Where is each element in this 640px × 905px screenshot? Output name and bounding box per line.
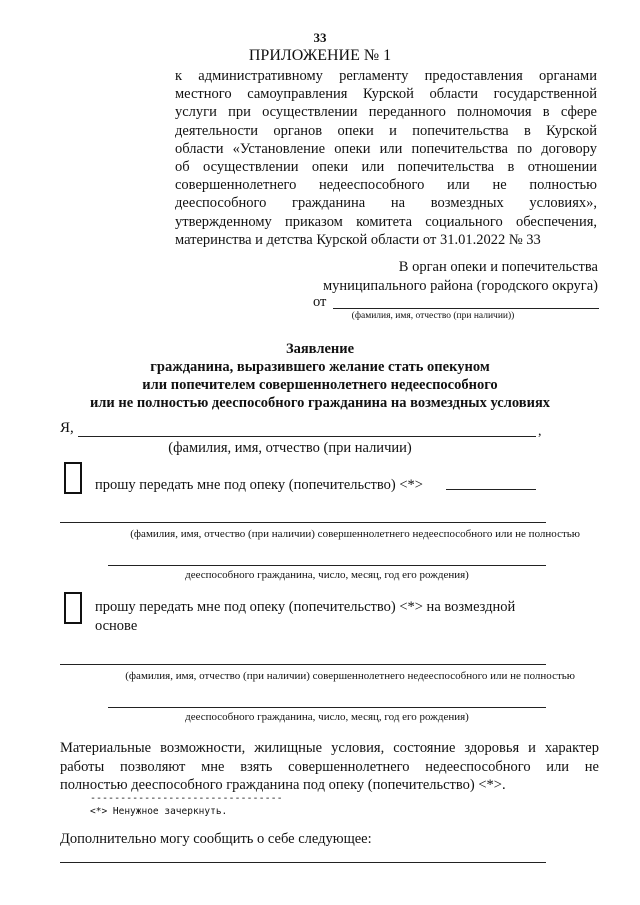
appendix-line: местного самоуправления Курской области государственной (175, 86, 597, 103)
material-conditions-paragraph (60, 739, 599, 795)
application-title-line-3: или попечителем совершеннолетнего недееспособного (142, 377, 498, 393)
applicant-comma: , (538, 424, 542, 439)
addressee-block (310, 258, 598, 296)
material-line: Материальные возможности, жилищные условия, состояние здоровья и характер (60, 740, 599, 756)
option-1-ward-field-line[interactable] (60, 522, 546, 523)
option-2-caption-1: (фамилия, имя, отчество (при наличии) совершеннолетнего недееспособного или не полностью (125, 670, 575, 682)
footnote-text: <*> Ненужное зачеркнуть. (90, 806, 228, 817)
from-name-caption: (фамилия, имя, отчество (при наличии)) (351, 311, 515, 321)
option-2-text (95, 598, 515, 636)
appendix-reference (175, 67, 597, 249)
option-1-inline-field-line[interactable] (446, 489, 536, 490)
from-name-field-line[interactable] (333, 308, 599, 309)
from-label: от (313, 294, 327, 310)
appendix-title: ПРИЛОЖЕНИЕ № 1 (248, 47, 392, 64)
option-1-caption-2: дееспособного гражданина, число, месяц, год его рождения) (185, 569, 469, 581)
option-1-text: прошу передать мне под опеку (попечительство) <*> (95, 477, 423, 493)
application-title (0, 340, 640, 412)
option-1-caption-1: (фамилия, имя, отчество (при наличии) совершеннолетнего недееспособного или не полностью (130, 528, 580, 540)
appendix-line: об осуществлении опеки или попечительства в отношении (175, 159, 597, 176)
option-1-ward-field-line-2[interactable] (108, 565, 546, 566)
applicant-label: Я, (60, 420, 74, 436)
page-number: 33 (313, 30, 327, 45)
appendix-line: услуги при осуществлении переданного полномочия в сфере (175, 104, 597, 121)
option-1-checkbox[interactable] (64, 462, 82, 494)
appendix-line: области «Установление опеки или попечительства по договору (175, 140, 597, 157)
appendix-line: совершеннолетнего недееспособного или не полностью (175, 177, 597, 194)
appendix-line: дееспособного гражданина на возмездных условиях», (175, 195, 597, 212)
option-2-text-line-2: основе (95, 618, 138, 634)
option-2-ward-field-line[interactable] (60, 664, 546, 665)
option-2-ward-field-line-2[interactable] (108, 707, 546, 708)
application-title-line-1: Заявление (285, 341, 355, 357)
additional-info-field-line[interactable] (60, 862, 546, 863)
additional-info-label: Дополнительно могу сообщить о себе следующее: (60, 831, 372, 847)
appendix-line: к административному регламенту предоставления органами (175, 68, 597, 84)
material-line: полностью дееспособного гражданина под опеку (попечительство) <*>. (60, 777, 506, 793)
applicant-name-field-line[interactable] (78, 436, 536, 437)
footnote-separator: -------------------------------- (90, 793, 283, 804)
appendix-line: деятельности органов опеки и попечительства в Курской (175, 122, 597, 139)
option-2-caption-2: дееспособного гражданина, число, месяц, год его рождения) (185, 711, 469, 723)
material-line: работы позволяют мне взять совершеннолетнего недееспособного или не (60, 758, 599, 775)
appendix-line: материнства и детства Курской области от 31.01.2022 № 33 (175, 231, 541, 248)
option-2-text-line-1: прошу передать мне под опеку (попечительство) <*> на возмездной (95, 599, 516, 615)
appendix-line: утвержденному приказом комитета социального обеспечения, (175, 213, 597, 230)
addressee-line-1: В орган опеки и попечительства (398, 259, 598, 275)
addressee-line-2: муниципального района (городского округа) (322, 278, 598, 294)
application-title-line-2: гражданина, выразившего желание стать опекуном (150, 359, 490, 375)
application-title-line-4: или не полностью дееспособного гражданина на возмездных условиях (89, 395, 551, 411)
option-2-checkbox[interactable] (64, 592, 82, 624)
applicant-name-caption: (фамилия, имя, отчество (при наличии) (168, 440, 412, 456)
